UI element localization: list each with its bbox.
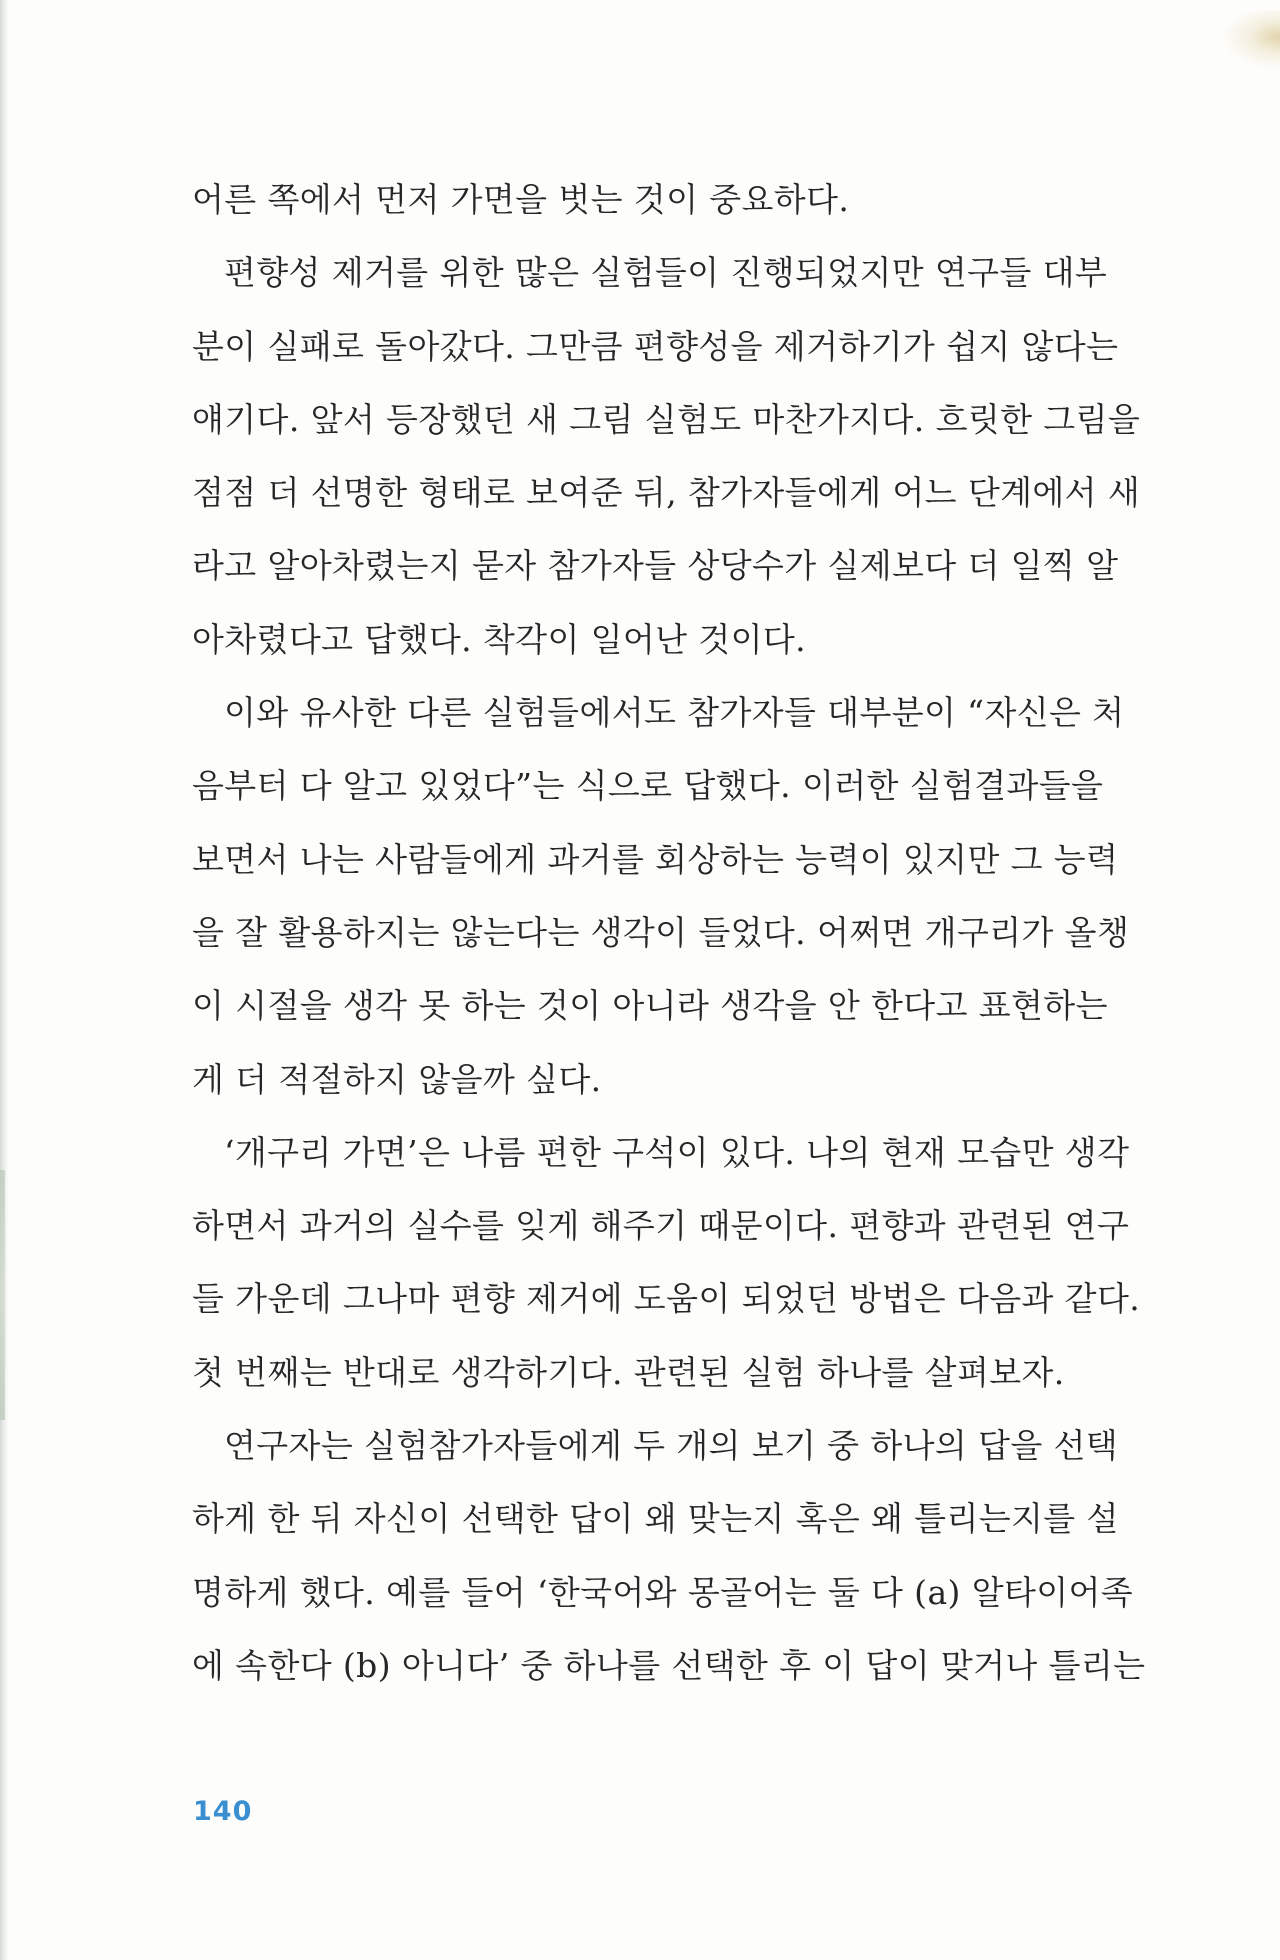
text-line-2: 편향성 제거를 위한 많은 실험들이 진행되었지만 연구들 대부	[224, 253, 1108, 293]
text-line-1: 어른 쪽에서 먼저 가면을 벗는 것이 중요하다.	[192, 180, 850, 219]
text-line-19: 하게 한 뒤 자신이 선택한 답이 왜 맞는지 혹은 왜 틀리는지를 설	[192, 1499, 1119, 1539]
text-line-7: 아차렸다고 답했다. 착각이 일어난 것이다.	[192, 619, 807, 659]
text-line-13: 게 더 적절하지 않을까 싶다.	[192, 1059, 602, 1099]
text-line-8: 이와 유사한 다른 실험들에서도 참가자들 대부분이 “자신은 처	[224, 693, 1125, 733]
text-line-17: 첫 번째는 반대로 생각하기다. 관련된 실험 하나를 살펴보자.	[192, 1352, 1065, 1392]
page-edge-tint	[0, 1170, 5, 1420]
text-line-21: 에 속한다 (b) 아니다’ 중 하나를 선택한 후 이 답이 맞거나 틀리는	[192, 1645, 1146, 1685]
text-line-18: 연구자는 실험참가자들에게 두 개의 보기 중 하나의 답을 선택	[224, 1426, 1119, 1466]
text-line-15: 하면서 과거의 실수를 잊게 해주기 때문이다. 편향과 관련된 연구	[192, 1206, 1130, 1246]
text-line-9: 음부터 다 알고 있었다”는 식으로 답했다. 이러한 실험결과들을	[192, 766, 1104, 806]
page-number: 140	[193, 1796, 253, 1827]
text-line-11: 을 잘 활용하지는 않는다는 생각이 들었다. 어쩌면 개구리가 올챙	[192, 912, 1130, 952]
text-line-6: 라고 알아차렸는지 묻자 참가자들 상당수가 실제보다 더 일찍 알	[192, 546, 1119, 586]
paper-stain	[1220, 10, 1280, 70]
text-line-3: 분이 실패로 돌아갔다. 그만큼 편향성을 제거하기가 쉽지 않다는	[192, 326, 1119, 366]
text-line-12: 이 시절을 생각 못 하는 것이 아니라 생각을 안 한다고 표현하는	[192, 986, 1108, 1026]
text-line-20: 명하게 했다. 예를 들어 ‘한국어와 몽골어는 둘 다 (a) 알타이어족	[192, 1572, 1134, 1612]
body-text	[192, 170, 1144, 1709]
text-line-5: 점점 더 선명한 형태로 보여준 뒤, 참가자들에게 어느 단계에서 새	[192, 473, 1141, 513]
text-line-10: 보면서 나는 사람들에게 과거를 회상하는 능력이 있지만 그 능력	[192, 839, 1119, 879]
text-line-16: 들 가운데 그나마 편향 제거에 도움이 되었던 방법은 다음과 같다.	[192, 1279, 1141, 1319]
text-line-4: 얘기다. 앞서 등장했던 새 그림 실험도 마찬가지다. 흐릿한 그림을	[192, 399, 1141, 439]
page-spine-edge	[0, 0, 8, 1960]
text-line-14: ‘개구리 가면’은 나름 편한 구석이 있다. 나의 현재 모습만 생각	[224, 1132, 1130, 1172]
